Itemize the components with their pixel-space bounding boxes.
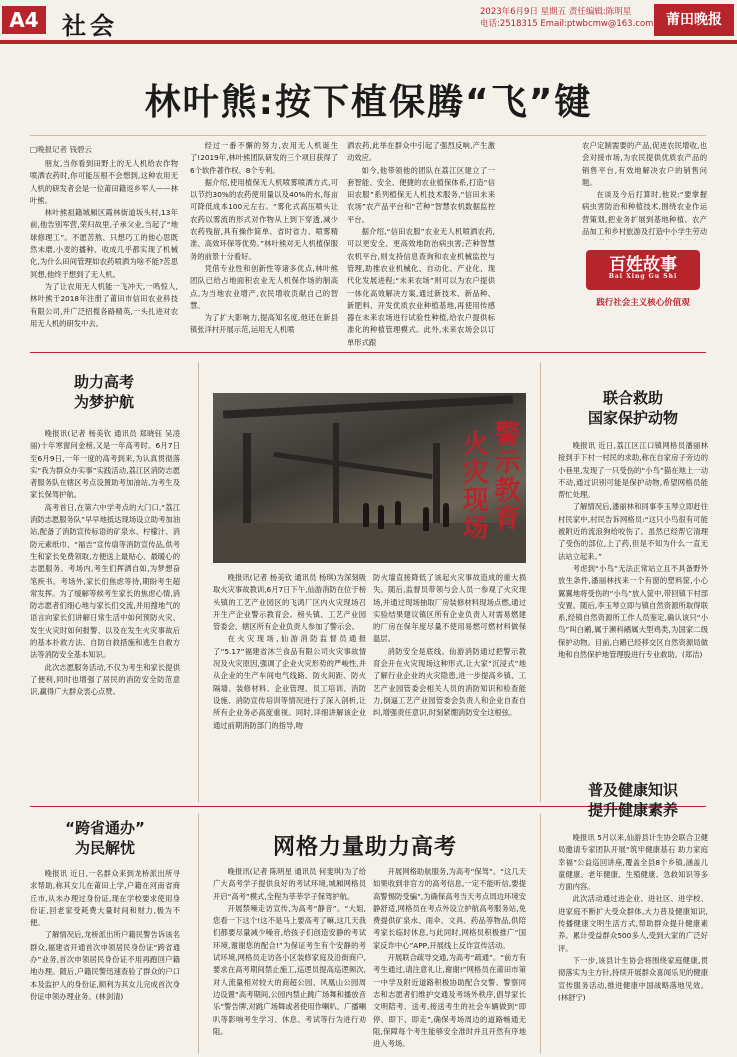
badge-title: 百姓故事 — [609, 255, 677, 275]
story-right-title — [558, 388, 708, 428]
story-left-title — [30, 372, 178, 412]
story-right-body — [558, 440, 708, 790]
fire-col-a — [213, 572, 366, 802]
paragraph: 为了扩大影响力,提高知名度,他还在新县镇张洋村开展示范,运用无人机喷 — [190, 313, 338, 335]
photo-person — [395, 501, 401, 525]
paragraph: 在谈及今后打算时,他说:“要掌握病虫害防治和种植技术,围绕农业作运营策划,把业务扩展到基地种植、农产品加工和乡村旅游及打造中小学生劳动 — [582, 190, 707, 237]
headline-col-4 — [582, 140, 707, 240]
title-line-1: “跨省通办” — [65, 819, 145, 837]
story-left-body — [30, 428, 180, 798]
story-cross-body — [30, 868, 180, 1054]
photo-person — [443, 503, 449, 527]
paragraph: 下一步,该县计生协会将围绕家庭健康,贯彻落实为主方针,持续开展群众喜闻乐见的健康宣传服务活动,推进健康中国战略落地见效。(林舒宁) — [558, 955, 708, 1002]
column-divider — [198, 814, 199, 1054]
newspaper-logo: 莆田晚报 — [654, 4, 734, 36]
paragraph: 晚报讯(记者 陈明星 通讯员 何斐琪)为了给广大高考学子提供良好的考试环境,城厢网格员开启“高考”模式,全程为莘莘学子保驾护航。 — [213, 867, 366, 901]
headline-col-1 — [30, 158, 178, 346]
date-line: 2023年6月9日 星期五 责任编辑:陈明星 — [480, 7, 632, 17]
column-divider — [540, 362, 541, 802]
paragraph: 防火墙直接降低了该起火灾事故造成的重大损失。随后,监督员带领与会人员一参观了火灾现场,并通过现场抽取厂房装修材料现场点燃,通过实验结果建议镇区所有企业负责人对需易燃建的厂房在保年度尽量不使用易燃可燃材料做保温层。 — [373, 573, 526, 644]
photo-beam — [333, 423, 339, 533]
paragraph: 开展联合疏导交通,为高考“疏通”。“前方有考生通过,请注意礼让,谢谢!”网格员在莆田市第一中学及附近道路积极协助配合交警、警察同志和志愿者们维护交通及考场外秩序,倡导家长文明陪考、送考,接送考生的社会车辆做到“即停、即下、即走”,确保考场周边的道路畅通无阻,保障每个考生能够安全准时并且开然有序地进入考场。 — [373, 953, 526, 1049]
fire-col-b — [373, 572, 526, 772]
paragraph: 晚报讯 近日,荔江区江口镇网格员潘丽林接到手下村一村民的求助,称在自家房子旁边的小巷里,发现了一只受伤的“小鸟”猫在地上一动不动,通过识别可能是保护动物,希望网格员能帮忙处理。 — [558, 441, 708, 500]
photo-person — [378, 505, 384, 529]
photo-person — [423, 507, 429, 531]
title-line-2: 为梦护航 — [73, 393, 134, 411]
paragraph: 据介绍,“信田农服”农业无人机喷洒农药,可以更安全、更高效地防治病虫害;芒种智慧农机平台,则支持信息查询和农业机械监控与管理,助推农业机械化、自动化、产业化、现代化发展进程;“未来农场”则可以为农户提供一体化高效解决方案,通过新技术、新品种、新肥料、开发优质农业种植基地,再使用传感器在未来农场进行试验性种植,给农户提供标准化的种植管理模式。此外,未来农场会以订单形式跟 — [347, 227, 495, 346]
column-badge — [580, 246, 706, 316]
headline-col-3 — [347, 140, 495, 346]
paragraph: 此次志愿服务活动,不仅为考生和家长提供了便利,同时也增强了居民的消防安全防范意识,赢得广大群众衷心点赞。 — [30, 662, 180, 697]
header-rule — [0, 40, 737, 44]
headline-title: 林叶熊:按下植保腾“飞”键 — [144, 82, 593, 123]
paragraph: 农户定制需要的产品,促进农民增收,也会对接市场,为农民提供优质农产品的销售平台,有效地解决农户的销售问题。 — [582, 141, 707, 187]
title-line-2: 提升健康素养 — [587, 801, 678, 819]
paragraph: 据介绍,使用植保无人机喷雾喷洒方式,可以节约30%的农药使用量以及40%的水,每亩可降低成本100元左右。“雾化式高压喷头让农药以雾流的形式对作物从上到下穿透,减少农药残留,具有操作简单、省时省力、喷雾精准、高效环保等优势。”林叶熊对无人机植保服务的前景十分看好。 — [190, 177, 338, 261]
fire-title-2: 火灾现场 — [458, 430, 488, 542]
photo-beam — [223, 395, 513, 418]
badge-slogan: 践行社会主义核心价值观 — [596, 298, 690, 308]
page-number-tag: A4 — [2, 6, 46, 34]
column-divider — [198, 362, 199, 802]
paragraph: 凭借专业性和创新性等诸多优点,林叶熊团队已给占地面积农业无人机保作场的制高点,为当地农业增产,农民增收贡献自己的智慧。 — [190, 263, 338, 310]
paragraph: 在火灾现场,仙游消防监督员通报了“5.17”福建省沐兰食品有限公司火灾事故情况及火灾原因,强调了企业火灾形势的严峻性,并从企业的生产车间电气线路、防火间距、防火隔墙、装修材料、企业管理、员工培训、消防设施、消防宣传培训等情况进行了深入剖析,让所有企业务必高度重视。同时,详细讲解该企业通过前期消防部门的指导,吻 — [213, 634, 366, 730]
story-health-body — [558, 832, 708, 1054]
title-line-2: 为民解忧 — [74, 839, 135, 857]
photo-beam — [273, 452, 432, 479]
paragraph: 考虑到“小鸟”无法正常站立且不具备野外放生条件,潘丽林找来一个有窗的塑料筐,小心翼翼地将受伤的“小鸟”放入筐中,带回镇下村部安置。随后,李玉琴立即与镇自然资源所取得联系,经镇自然资源所工作人员鉴定,确认该只“小鸟”叫白鹇,属于濒科鹇属大型鸡类,为国家二级保护动物。目前,白鹇已经移交区自然资源局做地和自然保护地管理股进行专业救助。(郑洁) — [558, 563, 708, 660]
paragraph: 林叶熊祖籍城厢区霞林街道坂头村,13年前,他告别军营,荣归故里,子承父业,当起了“地球修理工”。不愿苦熬、只想巧工的他心思既然未磨,小麦的播种、收成几乎都实现了机械化,为什么田间管理如农药喷洒为啥不能?苦思冥想,他终于想到了无人机。 — [30, 208, 178, 279]
headline-col-2 — [190, 140, 338, 346]
photo-beam — [243, 433, 251, 533]
paragraph: 了解情况后,龙桥派出所户籍民警告诉该名群众,福建省开通首次申领居民身份证“跨省通办”业务,首次申领居民身份证不用再跑回户籍地办理。随后,户籍民警迅速查验了群众的户口本及监护人的身份证,顺利为其女儿完成首次身份证申领办理业务。(林剑清) — [30, 930, 180, 1001]
section-title: 社会 — [62, 11, 118, 40]
badge-name — [586, 250, 700, 290]
paragraph: 此次活动通过进企业、进社区、进学校、进家庭不断扩大受众群体,大力普及健康知识,传播健康文明生活方式,帮助群众提升健康素养。累计受益群众500多人,受到大家的广泛好评。 — [558, 894, 708, 953]
title-line-1: 助力高考 — [73, 373, 134, 391]
title-line-1: 联合救助 — [602, 389, 663, 407]
header-info — [480, 6, 653, 30]
paragraph: 经过一番不懈的努力,农用无人机诞生了!2019年,林叶熊团队研发的三个项目获得了6个软件著作权、8个专利。 — [190, 141, 338, 175]
grid-col-a — [213, 866, 366, 1054]
grid-col-b — [373, 866, 526, 1054]
paragraph: 晚报讯(记者 杨美钦 通讯员 郑晓钰 吴凌丽)十年寒窗问金榜,又是一年高考时。6月7日至6月9日,一年一度的高考到来,为认真贯彻落实“我为群众办实事”实践活动,荔江区消防志愿者服务队在辖区考点设置助考加油站,为考生及家长保驾护航。 — [30, 429, 180, 500]
photo-person — [363, 503, 369, 527]
paragraph: 晚报讯 5月以来,仙游县计生协会联合卫健局邀请专家团队开展“筑牢健康基石 助力家庭幸福”公益巡回讲座,覆盖全县8个乡镇,涵盖儿童健康、老年健康、生殖健康、急救知识等多方面内容。 — [558, 833, 708, 892]
fire-title-1: 警示教育 — [490, 420, 520, 532]
story-health-title — [558, 780, 708, 820]
paragraph: 晚报讯(记者 杨美钦 通讯员 杨琪)为深刻吸取火灾事故教训,6月7日下午,仙游消防在位于榜头镇的工艺产业园区的飞鸿厂区内火灾现场召开生产企业警示教育会。榜头镇、工艺产业园管委会、辖区所有企业负责人参加了警示会。 — [213, 573, 366, 632]
story-grid-title: 网格力量助力高考 — [272, 835, 457, 860]
paragraph: 晚报讯 近日,一名群众来到龙桥派出所寻求帮助,称其女儿在莆田上学,户籍在河南省商丘市,从未办理过身份证,现在学校要求使用身份证,回老家受耗费大量时间和财力,极为不便。 — [30, 869, 180, 928]
paragraph: 高考首日,在第六中学考点的大门口,“荔江消防志愿服务队”早早地抵达现场设立助考加油站,配备了消防宣传标语的矿泉水、柠檬汁、消防元素纸巾、“福吉”宣传扇等消防宣传品,供考生和家长免费领取,方便送上最贴心、最暖心的志愿服务。考场内,考生们挥洒自如,为梦想奋笔疾书。考场外,家长们焦虑等待,期盼考生超常发挥。为了缓解等候考生家长的焦虑心情,消防志愿者们细心地与家长们交流,并用搜地气的语言向家长们讲解日常生活中如何预防火灾、发生火灾时如何报警、以及在发生火灾事故后的基本扑救方法、自防自救措施和逃生自救方法等消防安全基本知识。 — [30, 502, 180, 660]
column-divider — [540, 814, 541, 1054]
paragraph: 如今,他带领他的团队在荔江区建立了一套智能、安全、便捷的农业植保体系,打造“信田农服”系列植保无人机技术服务,“信田未来农场”农产品平台和“芒种”智慧农机数据监控平台。 — [347, 165, 495, 224]
photo-beam — [433, 443, 440, 533]
paragraph: 开展禁噪走访宣传,为高考“静音”。“大姐,您看一下这个!这不是马上要高考了嘛,这几天我们都要尽量减少噪音,给孩子们创造安静的考试环境,谢谢您的配合!”为保证考生有个安静的考试环境,网格员走访各小区装修家庭及沿街商户,要求在高考期间禁止施工,巡逻员提高巡逻频次,对人流量相对较大的商超公园、风凰山公园周边设置“高考期间,公园内禁止跳广场舞和播放音乐”警告牌,对跳广场舞或者使用作喇叭、广播喇叭等影响考生学习、休息、考试等行为进行劝阻。 — [213, 903, 366, 1036]
paragraph: 消防安全是底线。仙游消防通过把警示教育会开在火灾现场这种形式,让大家“沉浸式”地了解行业企业的火灾隐患,进一步提高乡镇、工艺产业园管委会相关人员的消防知识和检查能力,倒逼工艺产业园管委会负责人和企业自查自纠,增强责任意识,时刻紧绷消防安全这根弦。 — [373, 646, 526, 718]
paragraph: 了解情况后,潘丽林和同事李玉琴立即赶往村民家中,村民告诉网格员:“这只小鸟很有可能被附近的流浪狗给咬伤了。虽然已经帮它清理了受伤的部位,上了药,但是不知为什么一直无法站立起来。” — [558, 502, 708, 561]
paragraph: 为了让农用无人机能一飞冲天,一鸣惊人,林叶熊于2018年注册了莆田市信田农业科技有限公司,并广泛招揽各路精英,一头扎进对农用无人机的研发中去。 — [30, 281, 178, 328]
paragraph: 开展网格助航服务,为高考“保驾”。“这几天如果收到非官方的高考信息,一定不能听信,要提高警惕防受骗”,为确保高考当天考点周边环境安静舒适,网格员在考点外设立护航高考服务站,免费提供矿泉水、雨伞、文具、药品等物品,供陪考家长临时休息,与此同时,网格员积极推广“国家反诈中心”APP,开展线上反诈宣传活动。 — [373, 867, 526, 950]
paragraph: 洒农药,此举在群众中引起了强烈反响,产生激动效应。 — [347, 141, 495, 163]
badge-pinyin: Bai Xing Gu Shi — [608, 273, 678, 280]
section-divider — [30, 352, 706, 353]
title-line-1: 普及健康知识 — [587, 781, 678, 799]
paragraph: 朋友,当你看到田野上的无人机给农作物喷洒农药时,你可能压根不会想到,这种农用无人机的研发者会是一位莆田籍返乡军人——林叶熊。 — [30, 159, 178, 205]
contact-line: 电话:2518315 Email:ptwbcmw@163.com — [480, 19, 654, 29]
story-cross-title — [30, 818, 180, 858]
title-line-2: 国家保护动物 — [587, 409, 678, 427]
headline-byline: □晚报记者 钱碧云 — [30, 145, 92, 154]
headline-rule — [30, 135, 706, 136]
